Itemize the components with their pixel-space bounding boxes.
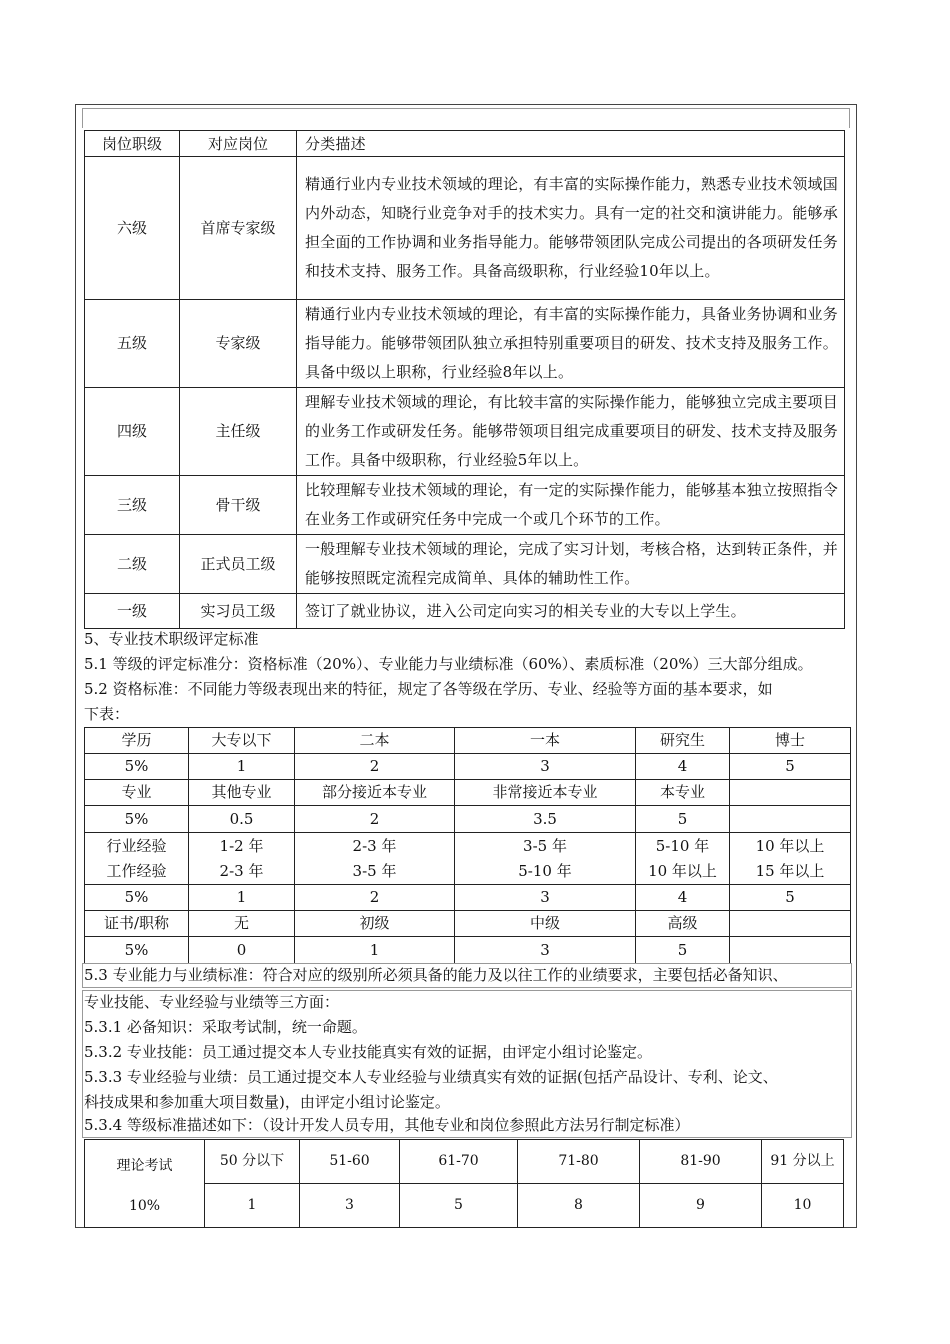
section-5-3-3-line2: 科技成果和参加重大项目数量)，由评定小组讨论鉴定。 xyxy=(84,1093,450,1111)
grade-cell: 六级 xyxy=(85,157,180,300)
exam-label-cell xyxy=(85,1140,205,1228)
section-5-2-line2: 下表： xyxy=(84,705,130,723)
desc-cell: 精通行业内专业技术领域的理论，有丰富的实际操作能力，熟悉专业技术领域国内外动态，知晓行业竞争对手的技术实力。具有一定的社交和演讲能力。能够承担全面的工作协调和业务指导能力。能够带领团队完成公司提出的各项研发任务和技术支持、服务工作。具备高级职称，行业经验10年以上。 xyxy=(297,157,845,300)
cell: 3.5 xyxy=(455,806,636,833)
section-5-2-line1: 5.2 资格标准：不同能力等级表现出来的特征，规定了各等级在学历、专业、经验等方面的基本要求，如 xyxy=(84,680,773,698)
cell: 5% xyxy=(85,754,189,780)
grade-cell: 一级 xyxy=(85,594,180,629)
position-cell: 骨干级 xyxy=(180,476,297,535)
cell-line: 5-10 年 xyxy=(655,836,710,855)
table-row xyxy=(85,780,851,806)
cell: 二本 xyxy=(295,728,455,754)
cell-line: 1-2 年 xyxy=(219,836,264,855)
cell-line: 工作经验 xyxy=(106,861,167,880)
cell-line: 行业经验 xyxy=(106,836,167,855)
section-5-3-line1: 5.3 专业能力与业绩标准：符合对应的级别所必须具备的能力及以往工作的业绩要求，主要包括必备知识、 xyxy=(84,966,788,984)
score-value-cell: 1 xyxy=(205,1184,300,1228)
cell: 一本 xyxy=(455,728,636,754)
score-value-cell: 5 xyxy=(400,1184,518,1228)
cell-line: 3-5 年 xyxy=(523,836,567,855)
section-5-3-2: 5.3.2 专业技能：员工通过提交本人专业技能真实有效的证据，由评定小组讨论鉴定。 xyxy=(84,1043,652,1061)
cell-line: 10 年以上 xyxy=(755,836,825,855)
cell: 0 xyxy=(189,937,295,964)
exam-label: 理论考试 xyxy=(116,1157,173,1174)
cell: 部分接近本专业 xyxy=(295,780,455,806)
cell: 1 xyxy=(189,754,295,780)
section-5-title: 5、专业技术职级评定标准 xyxy=(84,630,259,648)
cell-line: 10 年以上 xyxy=(648,861,717,880)
grade-cell: 五级 xyxy=(85,300,180,388)
cell-line: 2-3 年 xyxy=(219,861,264,880)
desc-cell: 精通行业内专业技术领域的理论，有丰富的实际操作能力，具备业务协调和业务指导能力。能够带领团队独立承担特别重要项目的研发、技术支持及服务工作。具备中级以上职称，行业经验8年以上。 xyxy=(297,300,845,388)
score-value-cell: 3 xyxy=(300,1184,400,1228)
cell xyxy=(730,937,851,964)
table-row xyxy=(85,833,851,885)
desc-cell: 比较理解专业技术领域的理论，有一定的实际操作能力，能够基本独立按照指令在业务工作或研究任务中完成一个或几个环节的工作。 xyxy=(297,476,845,535)
cell: 大专以下 xyxy=(189,728,295,754)
cell: 4 xyxy=(636,754,730,780)
cell: 无 xyxy=(189,911,295,937)
exam-score-table xyxy=(84,1139,844,1228)
cell: 2 xyxy=(295,806,455,833)
cell: 博士 xyxy=(730,728,851,754)
exam-weight: 10% xyxy=(128,1197,161,1214)
table-row xyxy=(85,754,851,780)
top-empty-cell xyxy=(82,108,850,128)
cell-line: 15 年以上 xyxy=(755,861,825,880)
cell: 高级 xyxy=(636,911,730,937)
cell: 5% xyxy=(85,937,189,964)
cell: 3 xyxy=(455,754,636,780)
score-value-cell: 9 xyxy=(640,1184,762,1228)
score-range-cell: 91 分以上 xyxy=(762,1140,844,1184)
header-grade: 岗位职级 xyxy=(85,131,180,157)
cell-line: 3-5 年 xyxy=(352,861,397,880)
cell xyxy=(730,833,851,885)
table-row xyxy=(85,937,851,964)
header-desc: 分类描述 xyxy=(297,131,845,157)
cell: 初级 xyxy=(295,911,455,937)
cell: 中级 xyxy=(455,911,636,937)
cell: 0.5 xyxy=(189,806,295,833)
cell: 4 xyxy=(636,885,730,911)
cell: 3 xyxy=(455,937,636,964)
cell xyxy=(730,780,851,806)
cell: 非常接近本专业 xyxy=(455,780,636,806)
cell xyxy=(730,911,851,937)
position-cell: 专家级 xyxy=(180,300,297,388)
cell: 5 xyxy=(636,806,730,833)
position-cell: 首席专家级 xyxy=(180,157,297,300)
header-position: 对应岗位 xyxy=(180,131,297,157)
score-range-cell: 71-80 xyxy=(518,1140,640,1184)
section-5-3-4: 5.3.4 等级标准描述如下：（设计开发人员专用，其他专业和岗位参照此方法另行制定标准） xyxy=(84,1116,690,1134)
desc-cell: 理解专业技术领域的理论，有比较丰富的实际操作能力，能够独立完成主要项目的业务工作或研发任务。能够带领项目组完成重要项目的研发、技术支持及服务工作。具备中级职称，行业经验5年以上。 xyxy=(297,388,845,476)
score-range-cell: 61-70 xyxy=(400,1140,518,1184)
score-range-cell: 51-60 xyxy=(300,1140,400,1184)
cell: 学历 xyxy=(85,728,189,754)
cell: 本专业 xyxy=(636,780,730,806)
grade-cell: 三级 xyxy=(85,476,180,535)
desc-cell: 一般理解专业技术领域的理论，完成了实习计划，考核合格，达到转正条件，并能够按照既定流程完成简单、具体的辅助性工作。 xyxy=(297,535,845,594)
position-cell: 主任级 xyxy=(180,388,297,476)
position-cell: 正式员工级 xyxy=(180,535,297,594)
cell: 3 xyxy=(455,885,636,911)
cell xyxy=(295,833,455,885)
cell xyxy=(730,806,851,833)
section-5-1: 5.1 等级的评定标准分：资格标准（20%）、专业能力与业绩标准（60%）、素质标准（20%）三大部分组成。 xyxy=(84,655,813,673)
cell: 5% xyxy=(85,806,189,833)
table-row xyxy=(85,806,851,833)
section-5-3-line2: 专业技能、专业经验与业绩等三方面： xyxy=(84,993,340,1011)
score-value-cell: 10 xyxy=(762,1184,844,1228)
section-5-3-1: 5.3.1 必备知识：采取考试制，统一命题。 xyxy=(84,1018,367,1036)
cell xyxy=(455,833,636,885)
cell: 1 xyxy=(189,885,295,911)
table-row xyxy=(85,728,851,754)
desc-cell: 签订了就业协议，进入公司定向实习的相关专业的大专以上学生。 xyxy=(297,594,845,629)
cell: 1 xyxy=(295,937,455,964)
position-cell: 实习员工级 xyxy=(180,594,297,629)
grade-level-table xyxy=(84,130,845,629)
cell: 5 xyxy=(730,754,851,780)
score-value-cell: 8 xyxy=(518,1184,640,1228)
section-5-3-3-line1: 5.3.3 专业经验与业绩：员工通过提交本人专业经验与业绩真实有效的证据(包括产品设计、专利、论文、 xyxy=(84,1068,778,1086)
cell xyxy=(85,833,189,885)
cell: 证书/职称 xyxy=(85,911,189,937)
cell: 专业 xyxy=(85,780,189,806)
qualification-table xyxy=(84,727,851,964)
grade-cell: 四级 xyxy=(85,388,180,476)
cell: 5 xyxy=(636,937,730,964)
cell xyxy=(636,833,730,885)
cell-line: 2-3 年 xyxy=(352,836,397,855)
score-range-cell: 50 分以下 xyxy=(205,1140,300,1184)
cell-line: 5-10 年 xyxy=(518,861,572,880)
cell: 5% xyxy=(85,885,189,911)
score-range-cell: 81-90 xyxy=(640,1140,762,1184)
cell xyxy=(189,833,295,885)
cell: 研究生 xyxy=(636,728,730,754)
table-row xyxy=(85,1140,844,1184)
cell: 5 xyxy=(730,885,851,911)
cell: 2 xyxy=(295,754,455,780)
table-row xyxy=(85,911,851,937)
table-row xyxy=(85,885,851,911)
cell: 其他专业 xyxy=(189,780,295,806)
grade-cell: 二级 xyxy=(85,535,180,594)
cell: 2 xyxy=(295,885,455,911)
